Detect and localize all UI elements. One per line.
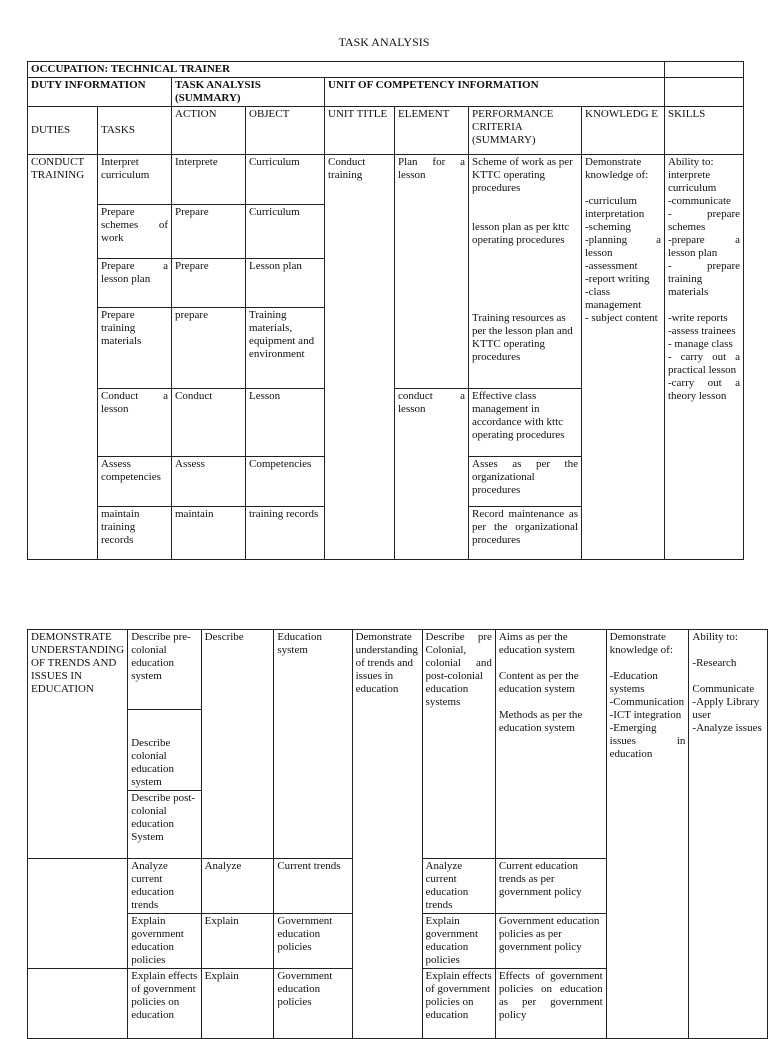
task-cell: Prepare a lesson plan bbox=[98, 259, 172, 308]
action-cell: Analyze bbox=[201, 859, 274, 914]
action-cell: maintain bbox=[172, 507, 246, 560]
object-cell: Government education policies bbox=[274, 969, 352, 1039]
element-cell: Analyze current education trends bbox=[422, 859, 495, 914]
task-cell: Describe pre-colonial education system bbox=[128, 630, 201, 710]
object-cell: training records bbox=[246, 507, 325, 560]
object-cell: Education system bbox=[274, 630, 352, 859]
action-cell: Conduct bbox=[172, 389, 246, 457]
col-unit-title-header: UNIT TITLE bbox=[325, 107, 395, 155]
unit-title-cell: Demonstrate understanding of trends and issues in education bbox=[352, 630, 422, 1039]
element-cell: conduct a lesson bbox=[395, 389, 469, 560]
col-element-header: ELEMENT bbox=[395, 107, 469, 155]
element-cell: Describe pre Colonial, colonial and post-colonial education systems bbox=[422, 630, 495, 859]
element-cell: Plan for a lesson bbox=[395, 155, 469, 389]
col-duties-header: DUTIES bbox=[28, 107, 98, 155]
task-cell: Describe post-colonial education System bbox=[128, 791, 201, 859]
knowledge-cell: Demonstrate knowledge of: -curriculum interpretation -scheming -planning a lesson -assessment -report writing -class management - subject content bbox=[582, 155, 665, 560]
criteria-cell: Effective class management in accordance with kttc operating procedures bbox=[469, 389, 582, 457]
criteria-cell: Scheme of work as per KTTC operating procedures lesson plan as per kttc operating procedures Training resources as per the lesson plan and KTTC operating procedures bbox=[469, 155, 582, 389]
task-analysis-table-2 bbox=[27, 629, 768, 1039]
action-cell: Explain bbox=[201, 914, 274, 969]
duty-cell: CONDUCT TRAINING bbox=[28, 155, 98, 560]
col-tasks-header: TASKS bbox=[98, 107, 172, 155]
duty-continuation-cell bbox=[28, 914, 128, 969]
task-cell: Analyze current education trends bbox=[128, 859, 201, 914]
duty-cell: DEMONSTRATE UNDERSTANDING OF TRENDS AND ISSUES IN EDUCATION bbox=[28, 630, 128, 859]
element-cell: Explain government education policies bbox=[422, 914, 495, 969]
action-cell: Prepare bbox=[172, 205, 246, 259]
task-analysis-header: TASK ANALYSIS (SUMMARY) bbox=[172, 78, 325, 107]
duty-continuation-cell bbox=[28, 859, 128, 914]
col-object-header: OBJECT bbox=[246, 107, 325, 155]
knowledge-cell: Demonstrate knowledge of: -Education systems -Communication -ICT integration -Emerging issues in education bbox=[606, 630, 689, 1039]
object-cell: Curriculum bbox=[246, 205, 325, 259]
col-action-header: ACTION bbox=[172, 107, 246, 155]
action-cell: Explain bbox=[201, 969, 274, 1039]
object-cell: Competencies bbox=[246, 457, 325, 507]
action-cell: prepare bbox=[172, 308, 246, 389]
task-analysis-table-1 bbox=[27, 61, 744, 560]
task-cell: Explain government education policies bbox=[128, 914, 201, 969]
object-cell: Government education policies bbox=[274, 914, 352, 969]
element-cell: Explain effects of government policies on education bbox=[422, 969, 495, 1039]
unit-of-competency-header: UNIT OF COMPETENCY INFORMATION bbox=[325, 78, 665, 107]
duty-continuation-cell bbox=[28, 969, 128, 1039]
object-cell: Training materials, equipment and environment bbox=[246, 308, 325, 389]
criteria-cell: Effects of government policies on education as per government policy bbox=[495, 969, 606, 1039]
action-cell: Prepare bbox=[172, 259, 246, 308]
criteria-cell: Government education policies as per government policy bbox=[495, 914, 606, 969]
action-cell: Describe bbox=[201, 630, 274, 859]
task-cell: Describe colonial education system bbox=[128, 710, 201, 791]
page-title: TASK ANALYSIS bbox=[338, 35, 430, 49]
col-knowledge-header: KNOWLEDG E bbox=[582, 107, 665, 155]
task-cell: Conduct a lesson bbox=[98, 389, 172, 457]
duty-information-header: DUTY INFORMATION bbox=[28, 78, 172, 107]
object-cell: Curriculum bbox=[246, 155, 325, 205]
task-cell: Interpret curriculum bbox=[98, 155, 172, 205]
criteria-cell: Aims as per the education system Content as per the education system Methods as per the education system bbox=[495, 630, 606, 859]
unit-title-cell: Conduct training bbox=[325, 155, 395, 560]
action-cell: Assess bbox=[172, 457, 246, 507]
task-cell: Prepare training materials bbox=[98, 308, 172, 389]
task-cell: Explain effects of government policies on education bbox=[128, 969, 201, 1039]
col-skills-header: SKILLS bbox=[665, 107, 744, 155]
object-cell: Lesson bbox=[246, 389, 325, 457]
criteria-cell: Asses as per the organizational procedures bbox=[469, 457, 582, 507]
criteria-cell: Current education trends as per government policy bbox=[495, 859, 606, 914]
skills-cell: Ability to: interprete curriculum -communicate - prepare schemes -prepare a lesson plan - prepare training materials -write reports -assess trainees - manage class - carry out a practical lesson -carry out a theory lesson bbox=[665, 155, 744, 560]
task-cell: Prepare schemes of work bbox=[98, 205, 172, 259]
object-cell: Lesson plan bbox=[246, 259, 325, 308]
occupation-cell: OCCUPATION: TECHNICAL TRAINER bbox=[28, 62, 665, 78]
task-cell: maintain training records bbox=[98, 507, 172, 560]
task-cell: Assess competencies bbox=[98, 457, 172, 507]
col-performance-header: PERFORMANCE CRITERIA (SUMMARY) bbox=[469, 107, 582, 155]
criteria-cell: Record maintenance as per the organizational procedures bbox=[469, 507, 582, 560]
skills-cell: Ability to: -Research Communicate -Apply Library user -Analyze issues bbox=[689, 630, 768, 1039]
action-cell: Interprete bbox=[172, 155, 246, 205]
empty-header-cell bbox=[665, 62, 744, 78]
object-cell: Current trends bbox=[274, 859, 352, 914]
empty-header-cell bbox=[665, 78, 744, 107]
